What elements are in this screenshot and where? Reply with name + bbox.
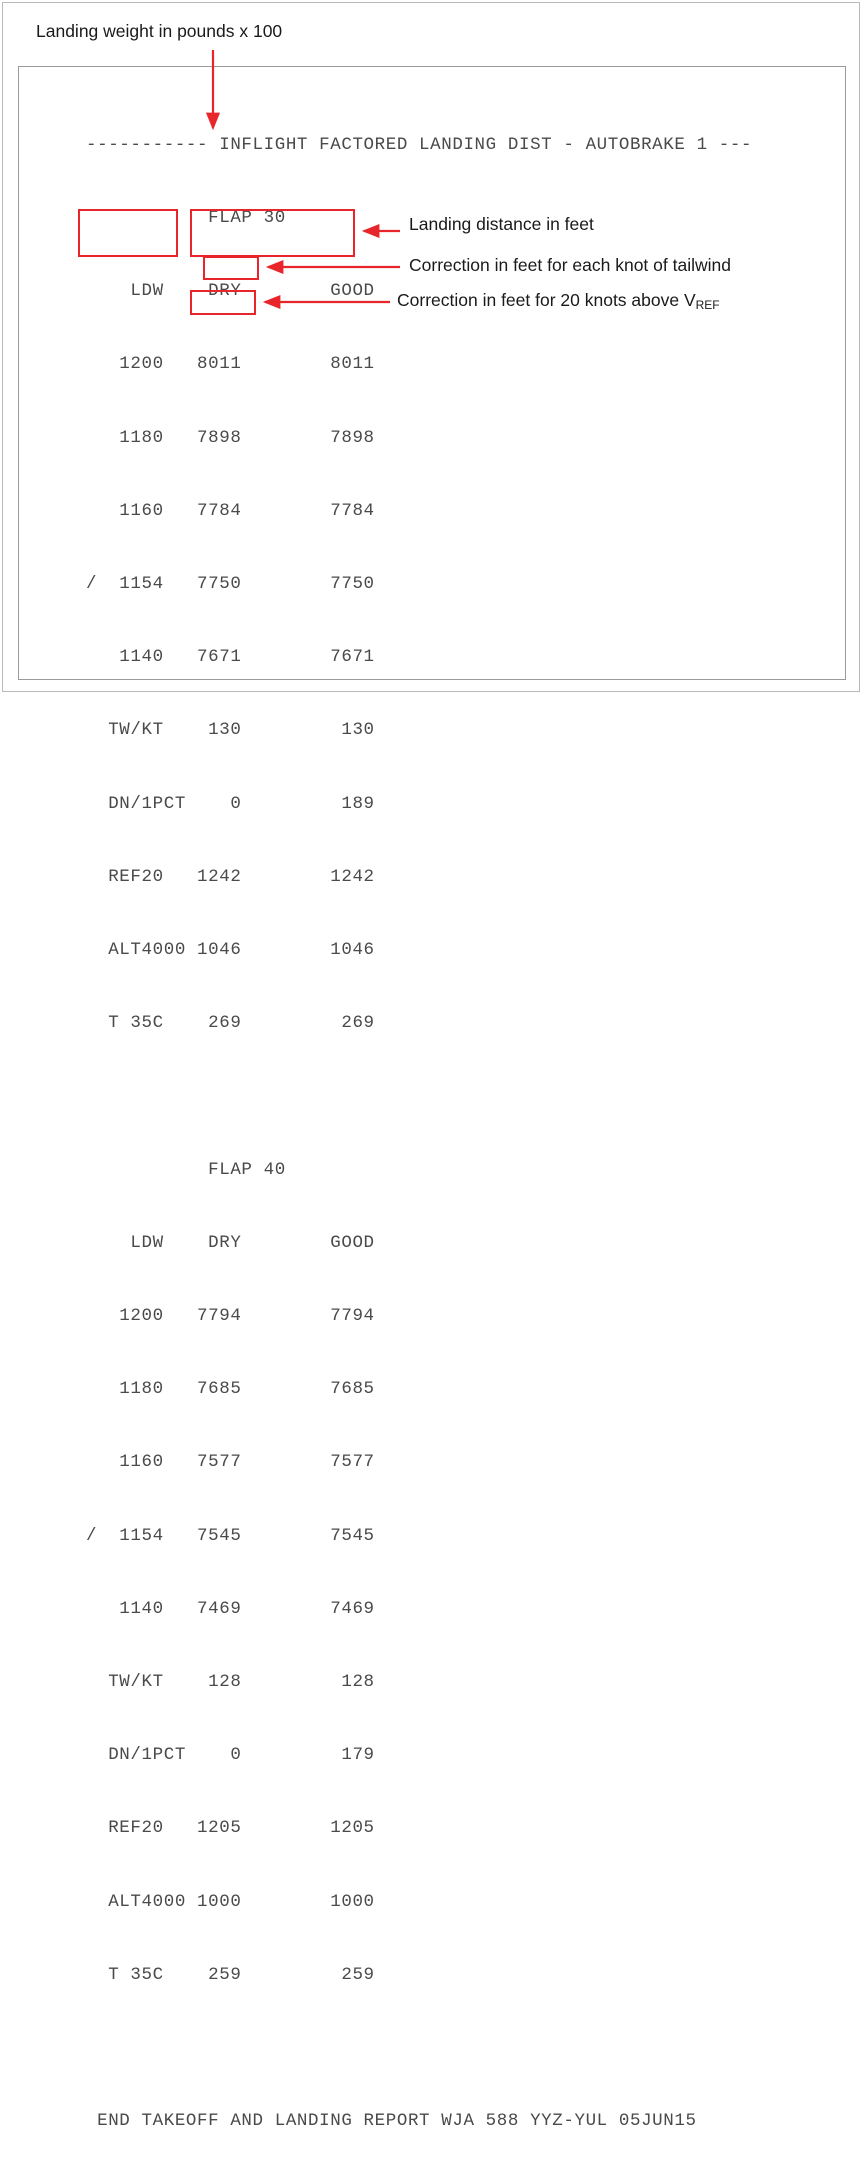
printout-line-24: T 35C 259 259	[86, 1964, 375, 1985]
highlight-tailwind-correction	[203, 256, 259, 280]
annotation-landing-distance: Landing distance in feet	[409, 214, 594, 234]
printout-line-7: TW/KT 130 130	[86, 720, 375, 741]
printout-line-23: ALT4000 1000 1000	[86, 1891, 375, 1912]
printout-line-2: 1200 8011 8011	[86, 354, 375, 375]
printout-line-25	[86, 2036, 752, 2060]
printout-line-12	[86, 1084, 752, 1108]
printout-line-18: / 1154 7545 7545	[86, 1525, 375, 1546]
annotation-tailwind-correction: Correction in feet for each knot of tailwind	[409, 255, 731, 275]
printout-line-0: FLAP 30	[86, 208, 286, 229]
printout-line-3: 1180 7898 7898	[86, 427, 375, 448]
printout-line-10: ALT4000 1046 1046	[86, 940, 375, 961]
printout-header-line: ----------- INFLIGHT FACTORED LANDING DIST - AUTOBRAKE 1 ---	[86, 134, 753, 155]
highlight-landing-distance	[190, 209, 355, 257]
printout-line-26: END TAKEOFF AND LANDING REPORT WJA 588 YYZ-YUL 05JUN15	[86, 2111, 697, 2132]
printout-line-6: 1140 7671 7671	[86, 647, 375, 668]
annotation-ref20-text: Correction in feet for 20 knots above V	[397, 290, 696, 310]
printout-line-13: FLAP 40	[86, 1159, 286, 1180]
printout-line-15: 1200 7794 7794	[86, 1306, 375, 1327]
annotation-ref20-subscript: REF	[695, 298, 720, 312]
highlight-ldw-weights	[78, 209, 178, 257]
printout-line-4: 1160 7784 7784	[86, 500, 375, 521]
annotation-landing-weight: Landing weight in pounds x 100	[36, 21, 283, 41]
highlight-ref20-correction	[190, 290, 256, 315]
printout-line-1: LDW DRY GOOD	[86, 281, 375, 302]
printout-line-11: T 35C 269 269	[86, 1013, 375, 1034]
printout-line-22: REF20 1205 1205	[86, 1818, 375, 1839]
printout-line-16: 1180 7685 7685	[86, 1379, 375, 1400]
printout-text-block	[86, 84, 752, 2183]
printout-line-19: 1140 7469 7469	[86, 1598, 375, 1619]
printout-line-5: / 1154 7750 7750	[86, 574, 375, 595]
printout-line-17: 1160 7577 7577	[86, 1452, 375, 1473]
annotation-ref20-correction	[397, 290, 720, 311]
printout-line-8: DN/1PCT 0 189	[86, 793, 375, 814]
printout-line-20: TW/KT 128 128	[86, 1672, 375, 1693]
printout-line-9: REF20 1242 1242	[86, 866, 375, 887]
printout-line-14: LDW DRY GOOD	[86, 1232, 375, 1253]
printout-line-21: DN/1PCT 0 179	[86, 1745, 375, 1766]
